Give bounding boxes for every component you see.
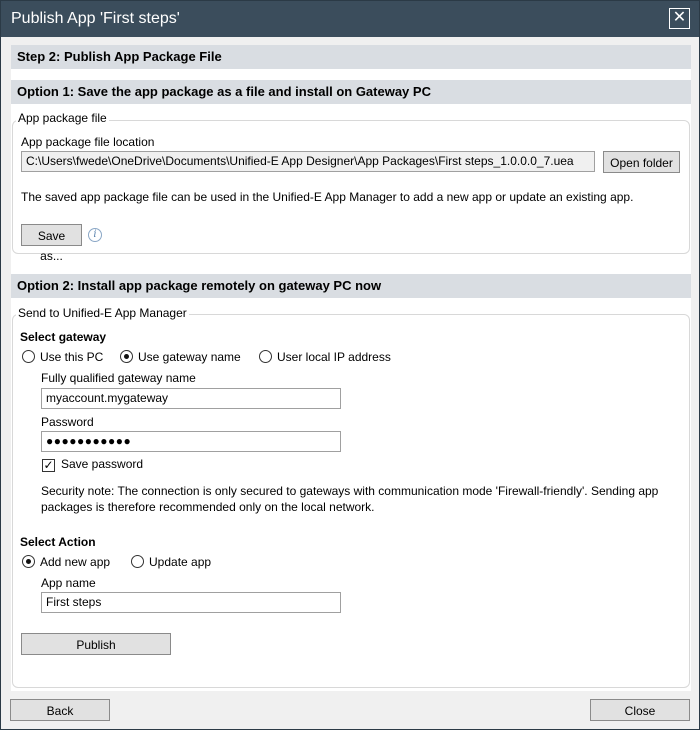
password-label: Password (41, 415, 94, 429)
info-icon[interactable]: i (88, 228, 102, 242)
security-note-line1: Security note: The connection is only secured to gateways with communication mode 'Firewall-friendly'. Sending app (41, 484, 659, 498)
security-note-line2: packages is therefore recommended only on the local network. (41, 500, 375, 514)
radio-user-local-ip-label: User local IP address (277, 350, 391, 364)
back-button[interactable]: Back (10, 699, 110, 721)
app-name-label: App name (41, 576, 96, 590)
radio-add-new-app[interactable] (22, 555, 35, 568)
radio-add-new-app-label: Add new app (40, 555, 111, 569)
dialog-content (11, 45, 691, 691)
radio-use-this-pc-label: Use this PC (40, 350, 104, 364)
password-input[interactable]: ●●●●●●●●●●● (41, 431, 341, 452)
open-folder-button[interactable]: Open folder (603, 151, 680, 173)
option2-header: Option 2: Install app package remotely on gateway PC now (11, 274, 691, 298)
title-bar (1, 1, 699, 37)
save-password-label: Save password (61, 457, 144, 471)
package-location-label: App package file location (21, 135, 155, 149)
option1-header: Option 1: Save the app package as a file and install on Gateway PC (11, 80, 691, 104)
close-icon[interactable]: ✕ (669, 8, 690, 29)
send-to-app-manager-group-title: Send to Unified-E App Manager (18, 306, 187, 320)
radio-update-app[interactable] (131, 555, 144, 568)
select-action-label: Select Action (20, 535, 96, 549)
save-password-checkbox[interactable]: ✓ (43, 458, 54, 472)
select-gateway-label: Select gateway (20, 330, 107, 344)
radio-update-app-label: Update app (149, 555, 212, 569)
package-location-field[interactable]: C:\Users\fwede\OneDrive\Documents\Unified-E App Designer\App Packages\First steps_1.0.0.0_7.uea (21, 151, 595, 172)
publish-button[interactable]: Publish (21, 633, 171, 655)
gateway-name-input[interactable]: myaccount.mygateway (41, 388, 341, 409)
package-description: The saved app package file can be used in the Unified-E App Manager to add a new app or update an existing app. (21, 190, 634, 204)
radio-use-gateway-name[interactable] (120, 350, 133, 363)
step-header: Step 2: Publish App Package File (11, 45, 691, 69)
radio-use-this-pc[interactable] (22, 350, 35, 363)
app-name-input[interactable]: First steps (41, 592, 341, 613)
gateway-name-label: Fully qualified gateway name (41, 371, 196, 385)
save-as-button[interactable]: Save as... (21, 224, 82, 246)
close-button[interactable]: Close (590, 699, 690, 721)
app-package-file-group-title: App package file (18, 111, 107, 125)
dialog-title: Publish App 'First steps' (11, 10, 180, 27)
radio-user-local-ip[interactable] (259, 350, 272, 363)
radio-use-gateway-name-label: Use gateway name (138, 350, 241, 364)
